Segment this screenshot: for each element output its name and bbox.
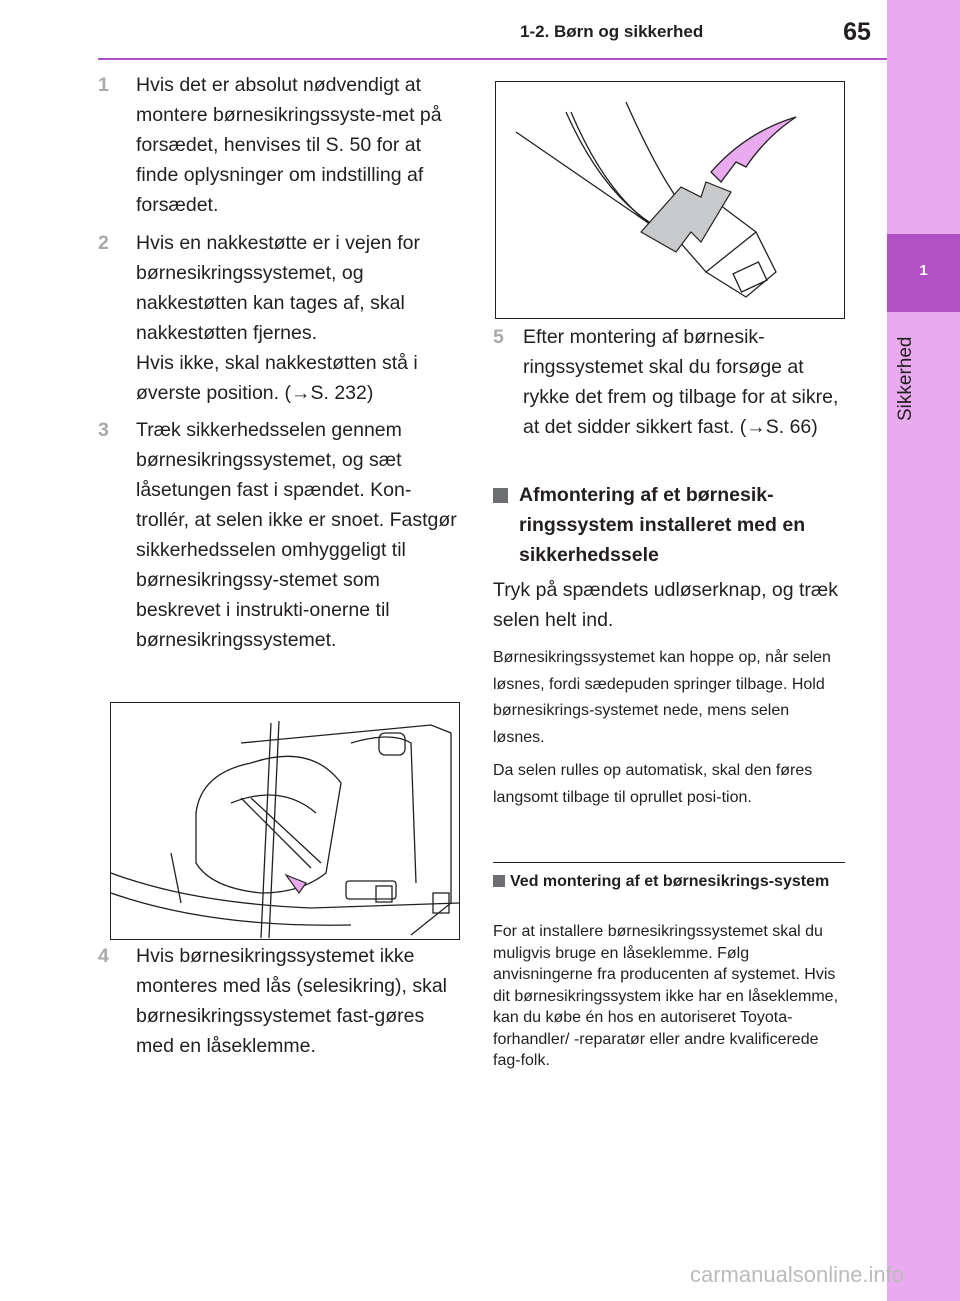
chapter-side-tab xyxy=(887,0,960,1301)
page-number: 65 xyxy=(843,18,871,46)
locking-clip xyxy=(641,182,731,252)
note-heading xyxy=(493,871,845,892)
step-text: Hvis børnesikringssystemet ikke monteres med lås (selesikring), skal børnesikringssystemet fast-gøres med en låseklemme. xyxy=(136,945,448,1057)
step-text: Efter montering af børnesik-ringssystemet skal du forsøge at rykke det frem og tilbage for at sikre, at det sidder sikkert fast. (→S. 66) xyxy=(523,326,839,438)
watermark: carmanualsonline.info xyxy=(690,1262,905,1287)
header-rule xyxy=(98,58,887,60)
step-3 xyxy=(98,415,458,655)
step-number: 1 xyxy=(98,74,109,96)
square-bullet-icon xyxy=(493,488,508,503)
step-2 xyxy=(98,228,458,408)
section-paragraph-1: Børnesikringssystemet kan hoppe op, når selen løsnes, fordi sædepuden springer tilbage. Hold børnesikrings-systemet nede, mens selen løsnes. xyxy=(493,649,831,746)
step-4 xyxy=(98,941,458,1061)
locking-clip-illustration xyxy=(495,81,845,319)
step-number: 2 xyxy=(98,232,109,254)
note-heading-text: Ved montering af et børnesikrings-system xyxy=(510,873,830,890)
section-heading xyxy=(493,480,843,570)
section-heading-text: Afmontering af et børnesik-ringssystem installeret med en sikkerhedssele xyxy=(519,484,806,566)
step-text-continued: Hvis ikke, skal nakkestøtten stå i øverste position. (→S. 232) xyxy=(136,352,418,404)
step-number: 4 xyxy=(98,945,109,967)
child-seat-drawing xyxy=(111,703,459,939)
section-paragraph-2: Da selen rulles op automatisk, skal den føres langsomt tilbage til oprullet posi-tion. xyxy=(493,762,813,806)
note-rule xyxy=(493,862,845,863)
step-1 xyxy=(98,70,458,220)
note-body: For at installere børnesikringssystemet skal du muligvis bruge en låseklemme. Følg anvisningerne fra producenten af systemet. Hvis dit børnesikringssystem ikke har en låseklemme, kan du købe én hos en autoriseret Toyota-forhandler/ -reparatør eller andre kvalificerede fag-folk. xyxy=(493,923,839,1069)
child-seat-illustration xyxy=(110,702,460,940)
arrow-marker xyxy=(711,117,796,182)
step-5 xyxy=(493,322,843,442)
locking-clip-drawing xyxy=(496,82,844,318)
chapter-number: 1 xyxy=(919,262,928,279)
step-text: Hvis det er absolut nødvendigt at montere børnesikringssyste-met på forsædet, henvises til S. 50 for at finde oplysninger om indstilling af forsædet. xyxy=(136,74,442,216)
step-number: 3 xyxy=(98,419,109,441)
square-bullet-icon xyxy=(493,875,505,887)
chapter-label: Sikkerhed xyxy=(895,336,916,421)
section-title: 1-2. Børn og sikkerhed xyxy=(520,22,704,41)
section-body: Tryk på spændets udløserknap, og træk selen helt ind. xyxy=(493,579,839,631)
step-text: Hvis en nakkestøtte er i vejen for børnesikringssystemet, og nakkestøtten kan tages af, skal nakkestøtten fjernes. xyxy=(136,232,420,344)
step-number: 5 xyxy=(493,326,504,348)
chapter-label-wrap xyxy=(895,325,917,421)
step-text: Træk sikkerhedsselen gennem børnesikringssystemet, og sæt låsetungen fast i spændet. Kon-trollér, at selen ikke er snoet. Fastgør sikkerhedsselen omhyggeligt til børnesikringssy-stemet som beskrevet i instrukti-onerne til børnesikringssystemet. xyxy=(136,419,457,651)
